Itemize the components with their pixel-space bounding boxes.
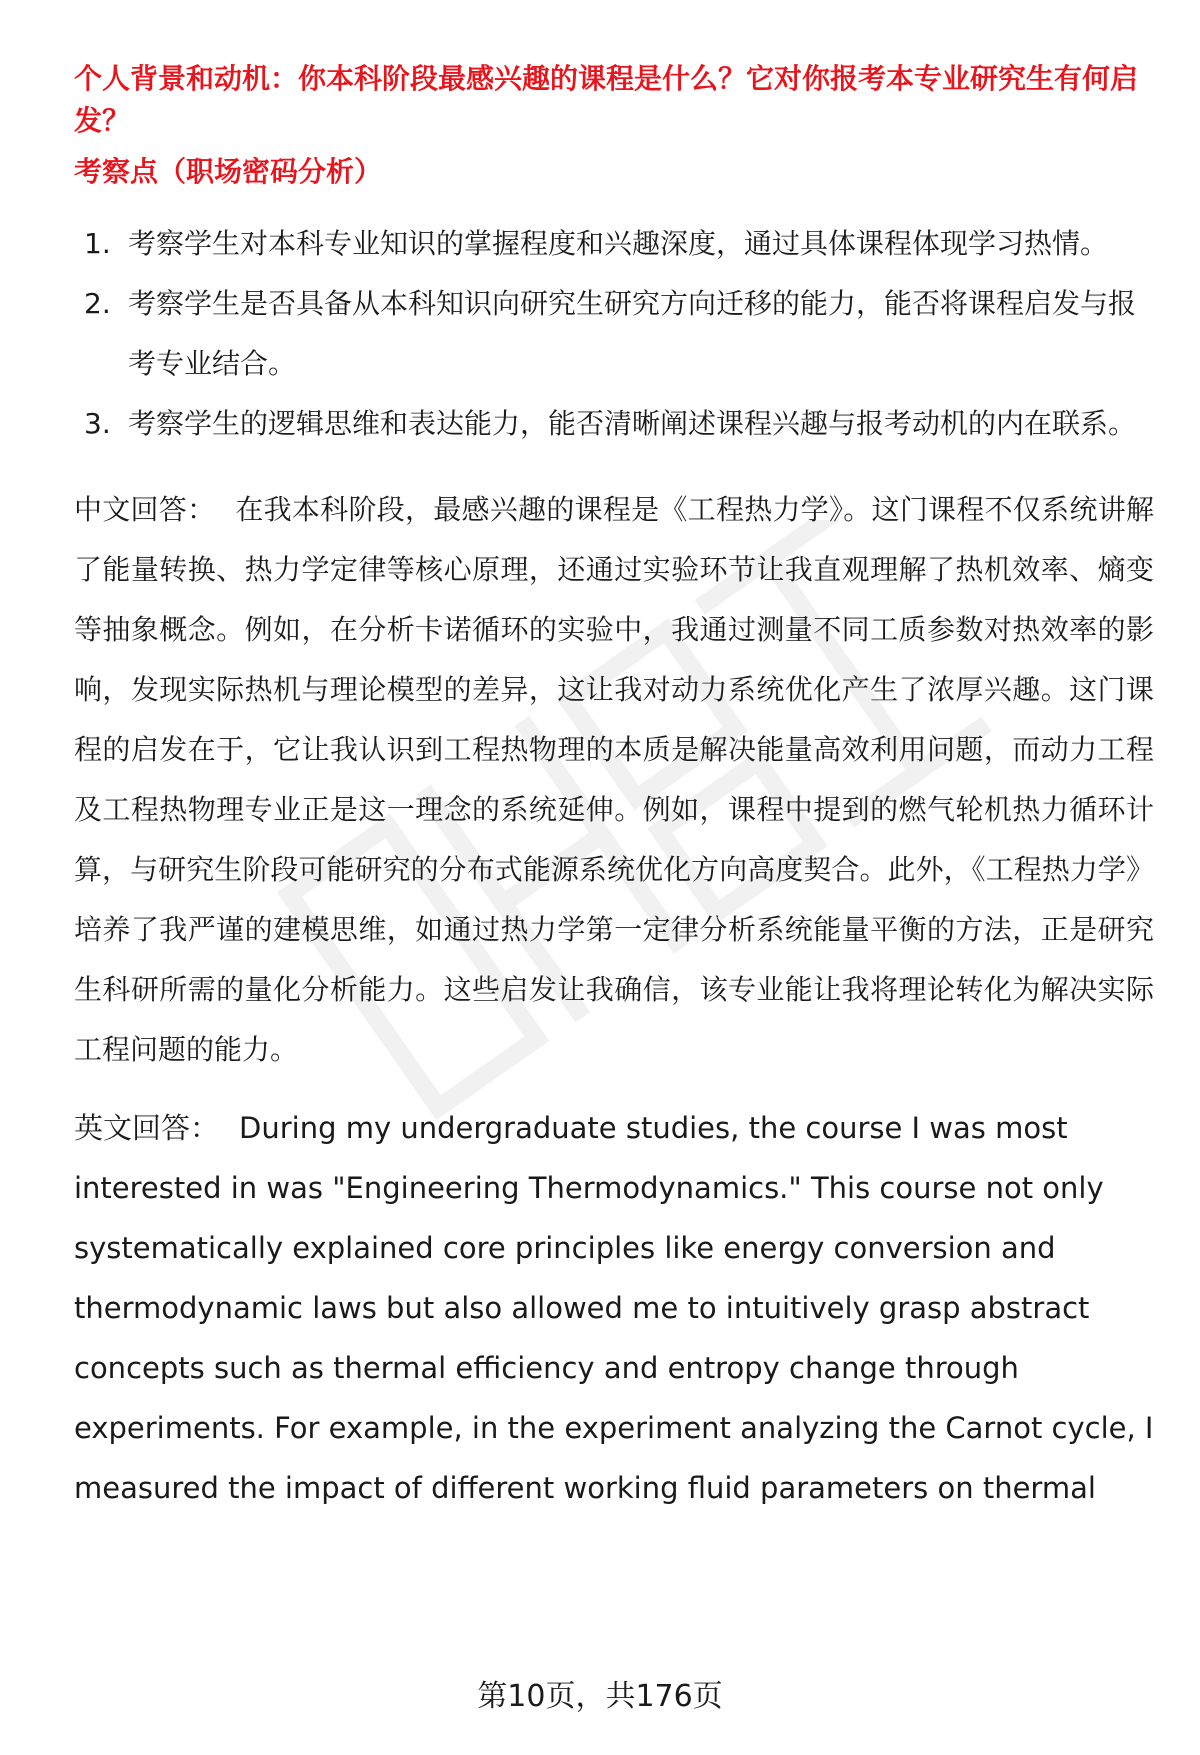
chinese-answer: [74, 480, 1154, 1080]
list-item: [74, 394, 1154, 454]
english-answer: [74, 1098, 1154, 1518]
question-title: 个人背景和动机：你本科阶段最感兴趣的课程是什么？它对你报考本专业研究生有何启发？: [74, 62, 1139, 137]
list-item-text: 考察学生的逻辑思维和表达能力，能否清晰阐述课程兴趣与报考动机的内在联系。: [128, 407, 1137, 440]
list-item: [74, 214, 1154, 274]
english-answer-text: During my undergraduate studies, the course I was most interested in was "Engineering Thermodynamics." This course not only systematically explained core principles like energy conversion and thermodynamic laws but also allowed me to intuitively grasp abstract concepts such as thermal efficiency and entropy change through experiments. For example, in the experiment analyzing the Carnot cycle, I measured the impact of different working fluid parameters on thermal: [74, 1111, 1154, 1505]
chinese-answer-text: 在我本科阶段，最感兴趣的课程是《工程热力学》。这门课程不仅系统讲解了能量转换、热力学定律等核心原理，还通过实验环节让我直观理解了热机效率、熵变等抽象概念。例如，在分析卡诺循环的实验中，我通过测量不同工质参数对热效率的影响，发现实际热机与理论模型的差异，这让我对动力系统优化产生了浓厚兴趣。这门课程的启发在于，它让我认识到工程热物理的本质是解决能量高效利用问题，而动力工程及工程热物理专业正是这一理念的系统延伸。例如，课程中提到的燃气轮机热力循环计算，与研究生阶段可能研究的分布式能源系统优化方向高度契合。此外，《工程热力学》培养了我严谨的建模思维，如通过热力学第一定律分析系统能量平衡的方法，正是研究生科研所需的量化分析能力。这些启发让我确信，该专业能让我将理论转化为解决实际工程问题的能力。: [74, 493, 1154, 1066]
document-content: [74, 58, 1154, 1518]
list-item-number: 1.: [84, 227, 111, 260]
list-item-text: 考察学生是否具备从本科知识向研究生研究方向迁移的能力，能否将课程启发与报考专业结合。: [128, 287, 1137, 380]
chinese-answer-label: 中文回答：: [74, 493, 216, 526]
assessment-points-list: [74, 214, 1154, 454]
page-number: 第10页，共176页: [477, 1679, 723, 1714]
section-heading: 考察点（职场密码分析）: [74, 155, 383, 188]
list-item-text: 考察学生对本科专业知识的掌握程度和兴趣深度，通过具体课程体现学习热情。: [128, 227, 1109, 260]
list-item: [74, 274, 1154, 394]
list-item-number: 2.: [84, 287, 111, 320]
english-answer-label: 英文回答：: [74, 1111, 220, 1145]
list-item-number: 3.: [84, 407, 111, 440]
